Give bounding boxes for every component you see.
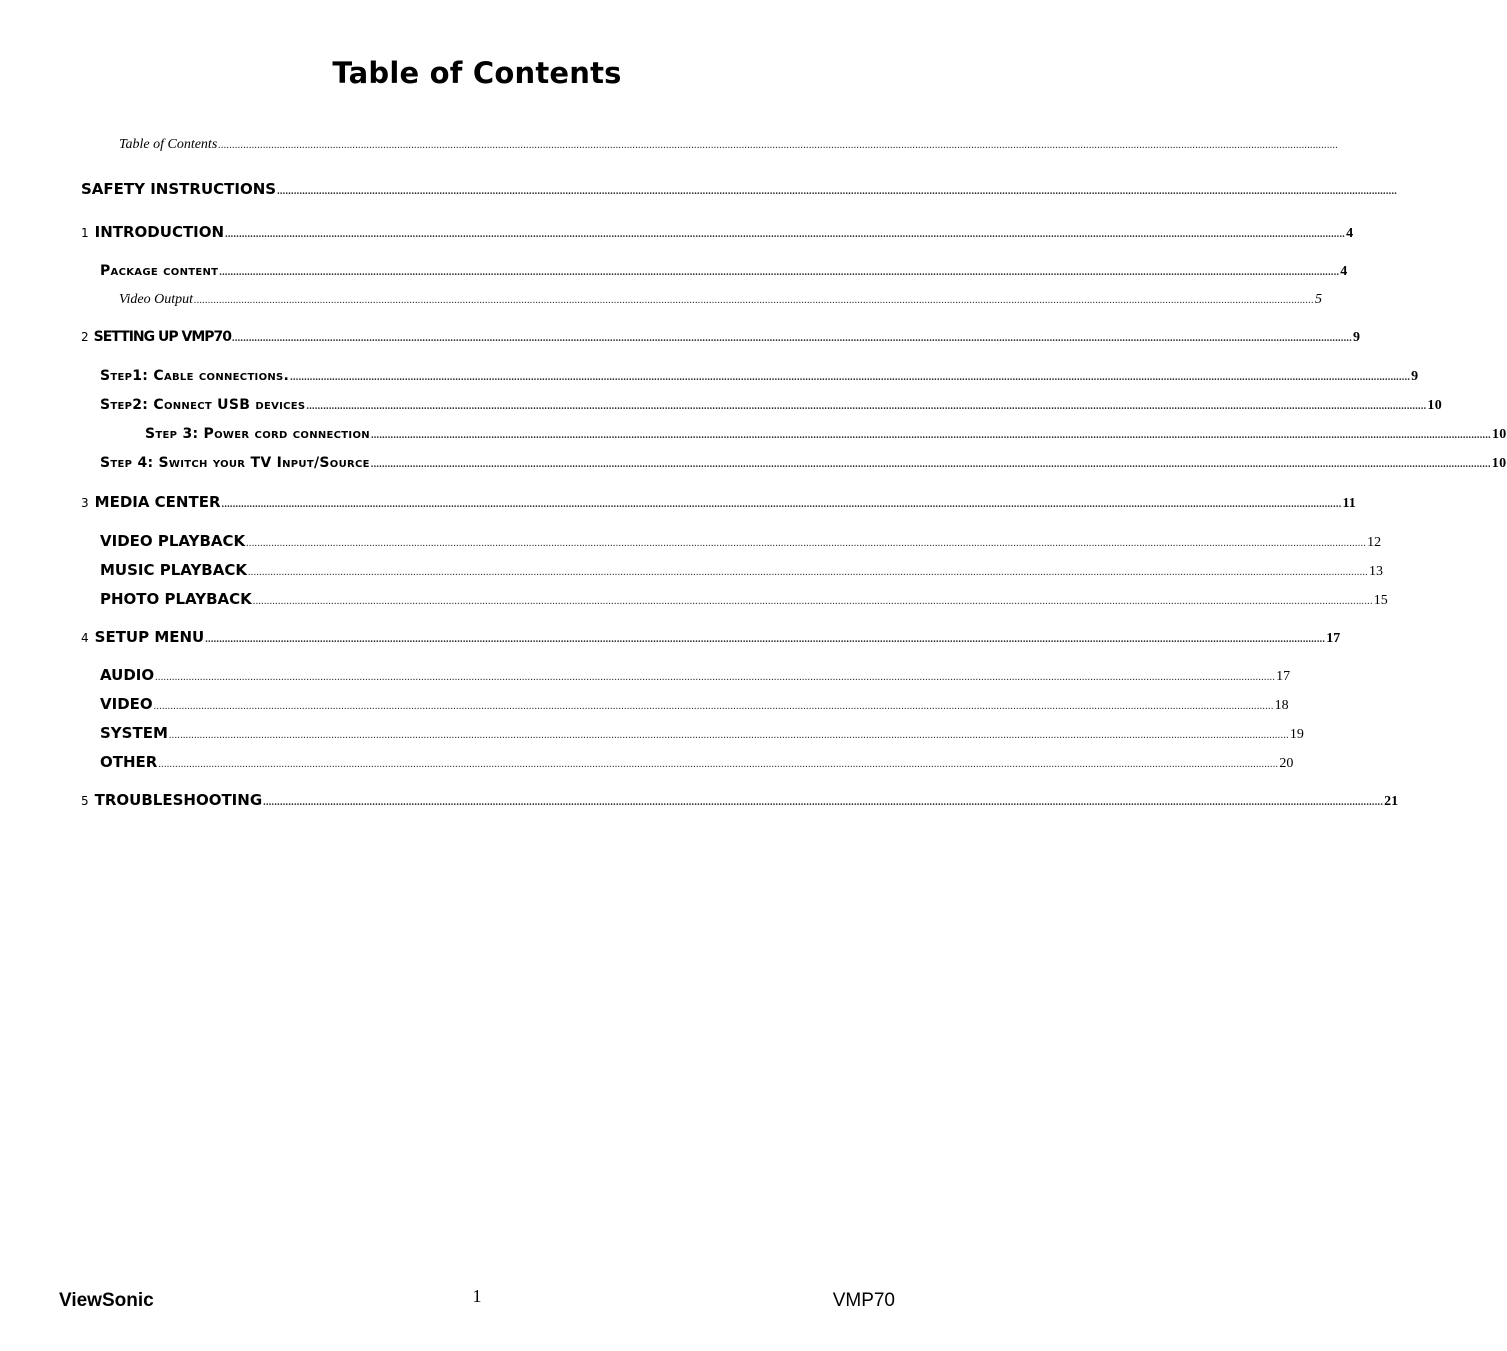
- toc-entry-label: Video Output: [119, 292, 194, 307]
- toc-entry-audio[interactable]: [100, 666, 1291, 685]
- toc-entry-label: Step2: Connect USB devices: [100, 397, 306, 413]
- toc-entry-troubleshooting[interactable]: [81, 791, 1399, 810]
- dot-leader: ................................................................................................................................................................................................................................................................................................................................................................................................................: [263, 797, 1384, 808]
- toc-entry-photo-playback[interactable]: [100, 590, 1388, 609]
- toc-entry-step4[interactable]: [100, 455, 1507, 472]
- toc-entry-video-output[interactable]: [119, 292, 1323, 308]
- dot-leader: ................................................................................................................................................................................................................................................................................................................................................................................................................: [370, 430, 1491, 441]
- toc-entry-label: MUSIC PLAYBACK: [100, 561, 247, 579]
- toc-page-number: 17: [1276, 669, 1291, 684]
- toc-page-number: 10: [1491, 427, 1507, 442]
- section-number: 1: [81, 226, 89, 240]
- toc-entry-label: VIDEO: [100, 695, 153, 713]
- toc-entry-label: AUDIO: [100, 666, 155, 684]
- dot-leader: ................................................................................................................................................................................................................................................................................................................................................................................................................: [246, 538, 1367, 549]
- toc-entry-label: Package content: [100, 263, 219, 279]
- toc-page-number: 9: [1353, 330, 1360, 345]
- footer-page-number: 1: [472, 1286, 482, 1306]
- toc-entry-label: Step 3: Power cord connection: [145, 426, 370, 442]
- dot-leader: ................................................................................................................................................................................................................................................................................................................................................................................................................: [194, 295, 1315, 306]
- dot-leader: ................................................................................................................................................................................................................................................................................................................................................................................................................: [247, 567, 1368, 578]
- toc-entry-label: VIDEO PLAYBACK: [100, 532, 246, 550]
- dot-leader: ................................................................................................................................................................................................................................................................................................................................................................................................................: [218, 140, 1339, 151]
- section-number: 3: [81, 496, 89, 510]
- toc-entry-label: SYSTEM: [100, 724, 168, 742]
- toc-entry-step3[interactable]: [145, 426, 1507, 443]
- toc-entry-safety-instructions[interactable]: [81, 180, 1398, 198]
- dot-leader: ................................................................................................................................................................................................................................................................................................................................................................................................................: [155, 672, 1276, 683]
- section-number: 2: [81, 330, 88, 344]
- section-number: 5: [81, 794, 89, 808]
- toc-page-number: 4: [1340, 264, 1348, 279]
- toc-entry-package-content[interactable]: [100, 263, 1348, 280]
- dot-leader: ................................................................................................................................................................................................................................................................................................................................................................................................................: [225, 229, 1346, 240]
- toc-page-number: 4: [1346, 226, 1354, 241]
- toc-page-number: 5: [1315, 292, 1323, 307]
- footer-brand: ViewSonic: [59, 1290, 154, 1311]
- toc-page-number: 13: [1368, 564, 1383, 579]
- toc-entry-label: SETTING UP VMP70: [93, 329, 232, 345]
- dot-leader: ................................................................................................................................................................................................................................................................................................................................................................................................................: [221, 499, 1342, 510]
- footer-model: VMP70: [832, 1290, 895, 1311]
- toc-entry-label: Step1: Cable connections.: [100, 368, 290, 384]
- toc-entry-table-of-contents[interactable]: [119, 137, 1339, 153]
- toc-entry-video-playback[interactable]: [100, 532, 1382, 551]
- toc-entry-label: SAFETY INSTRUCTIONS: [81, 180, 277, 198]
- dot-leader: ................................................................................................................................................................................................................................................................................................................................................................................................................: [153, 701, 1274, 712]
- page-title: Table of Contents: [332, 56, 622, 90]
- dot-leader: ................................................................................................................................................................................................................................................................................................................................................................................................................: [370, 459, 1491, 470]
- toc-entry-label: SETUP MENU: [94, 628, 205, 646]
- toc-entry-label: Step 4: Switch your TV Input/Source: [100, 455, 370, 471]
- toc-page-number: 15: [1373, 593, 1388, 608]
- toc-page-number: 21: [1384, 794, 1399, 809]
- dot-leader: ................................................................................................................................................................................................................................................................................................................................................................................................................: [232, 333, 1353, 344]
- toc-entry-other[interactable]: [100, 753, 1294, 772]
- toc-page-number: 20: [1279, 756, 1294, 771]
- toc-entry-introduction[interactable]: [81, 223, 1354, 242]
- dot-leader: ................................................................................................................................................................................................................................................................................................................................................................................................................: [306, 401, 1427, 412]
- dot-leader: ................................................................................................................................................................................................................................................................................................................................................................................................................: [205, 634, 1326, 645]
- toc-entry-media-center[interactable]: [81, 493, 1356, 512]
- dot-leader: ................................................................................................................................................................................................................................................................................................................................................................................................................: [219, 267, 1340, 278]
- toc-entry-step1[interactable]: [100, 368, 1419, 385]
- toc-entry-system[interactable]: [100, 724, 1304, 743]
- section-number: 4: [81, 631, 89, 645]
- toc-page-number: 11: [1342, 496, 1356, 511]
- dot-leader: ................................................................................................................................................................................................................................................................................................................................................................................................................: [252, 596, 1373, 607]
- toc-entry-label: MEDIA CENTER: [94, 493, 221, 511]
- toc-page-number: 10: [1427, 398, 1443, 413]
- dot-leader: ................................................................................................................................................................................................................................................................................................................................................................................................................: [158, 759, 1279, 770]
- toc-entry-music-playback[interactable]: [100, 561, 1383, 580]
- toc-entry-label: INTRODUCTION: [94, 223, 225, 241]
- toc-page-number: 19: [1289, 727, 1304, 742]
- toc-page-number: 17: [1326, 631, 1341, 646]
- toc-page-number: 12: [1367, 535, 1382, 550]
- dot-leader: ................................................................................................................................................................................................................................................................................................................................................................................................................: [168, 730, 1289, 741]
- toc-entry-label: Table of Contents: [119, 137, 218, 152]
- dot-leader: ................................................................................................................................................................................................................................................................................................................................................................................................................: [290, 372, 1411, 383]
- toc-page-number: 18: [1274, 698, 1289, 713]
- toc-entry-video[interactable]: [100, 695, 1289, 714]
- toc-page-number: 10: [1491, 456, 1507, 471]
- toc-entry-label: OTHER: [100, 753, 158, 771]
- toc-entry-label: TROUBLESHOOTING: [94, 791, 263, 809]
- toc-entry-setup-menu[interactable]: [81, 628, 1341, 647]
- toc-page-number: 9: [1411, 369, 1419, 384]
- dot-leader: ................................................................................................................................................................................................................................................................................................................................................................................................................: [277, 186, 1398, 197]
- toc-entry-setting-up[interactable]: [81, 329, 1360, 346]
- toc-entry-step2[interactable]: [100, 397, 1443, 414]
- toc-entry-label: PHOTO PLAYBACK: [100, 590, 252, 608]
